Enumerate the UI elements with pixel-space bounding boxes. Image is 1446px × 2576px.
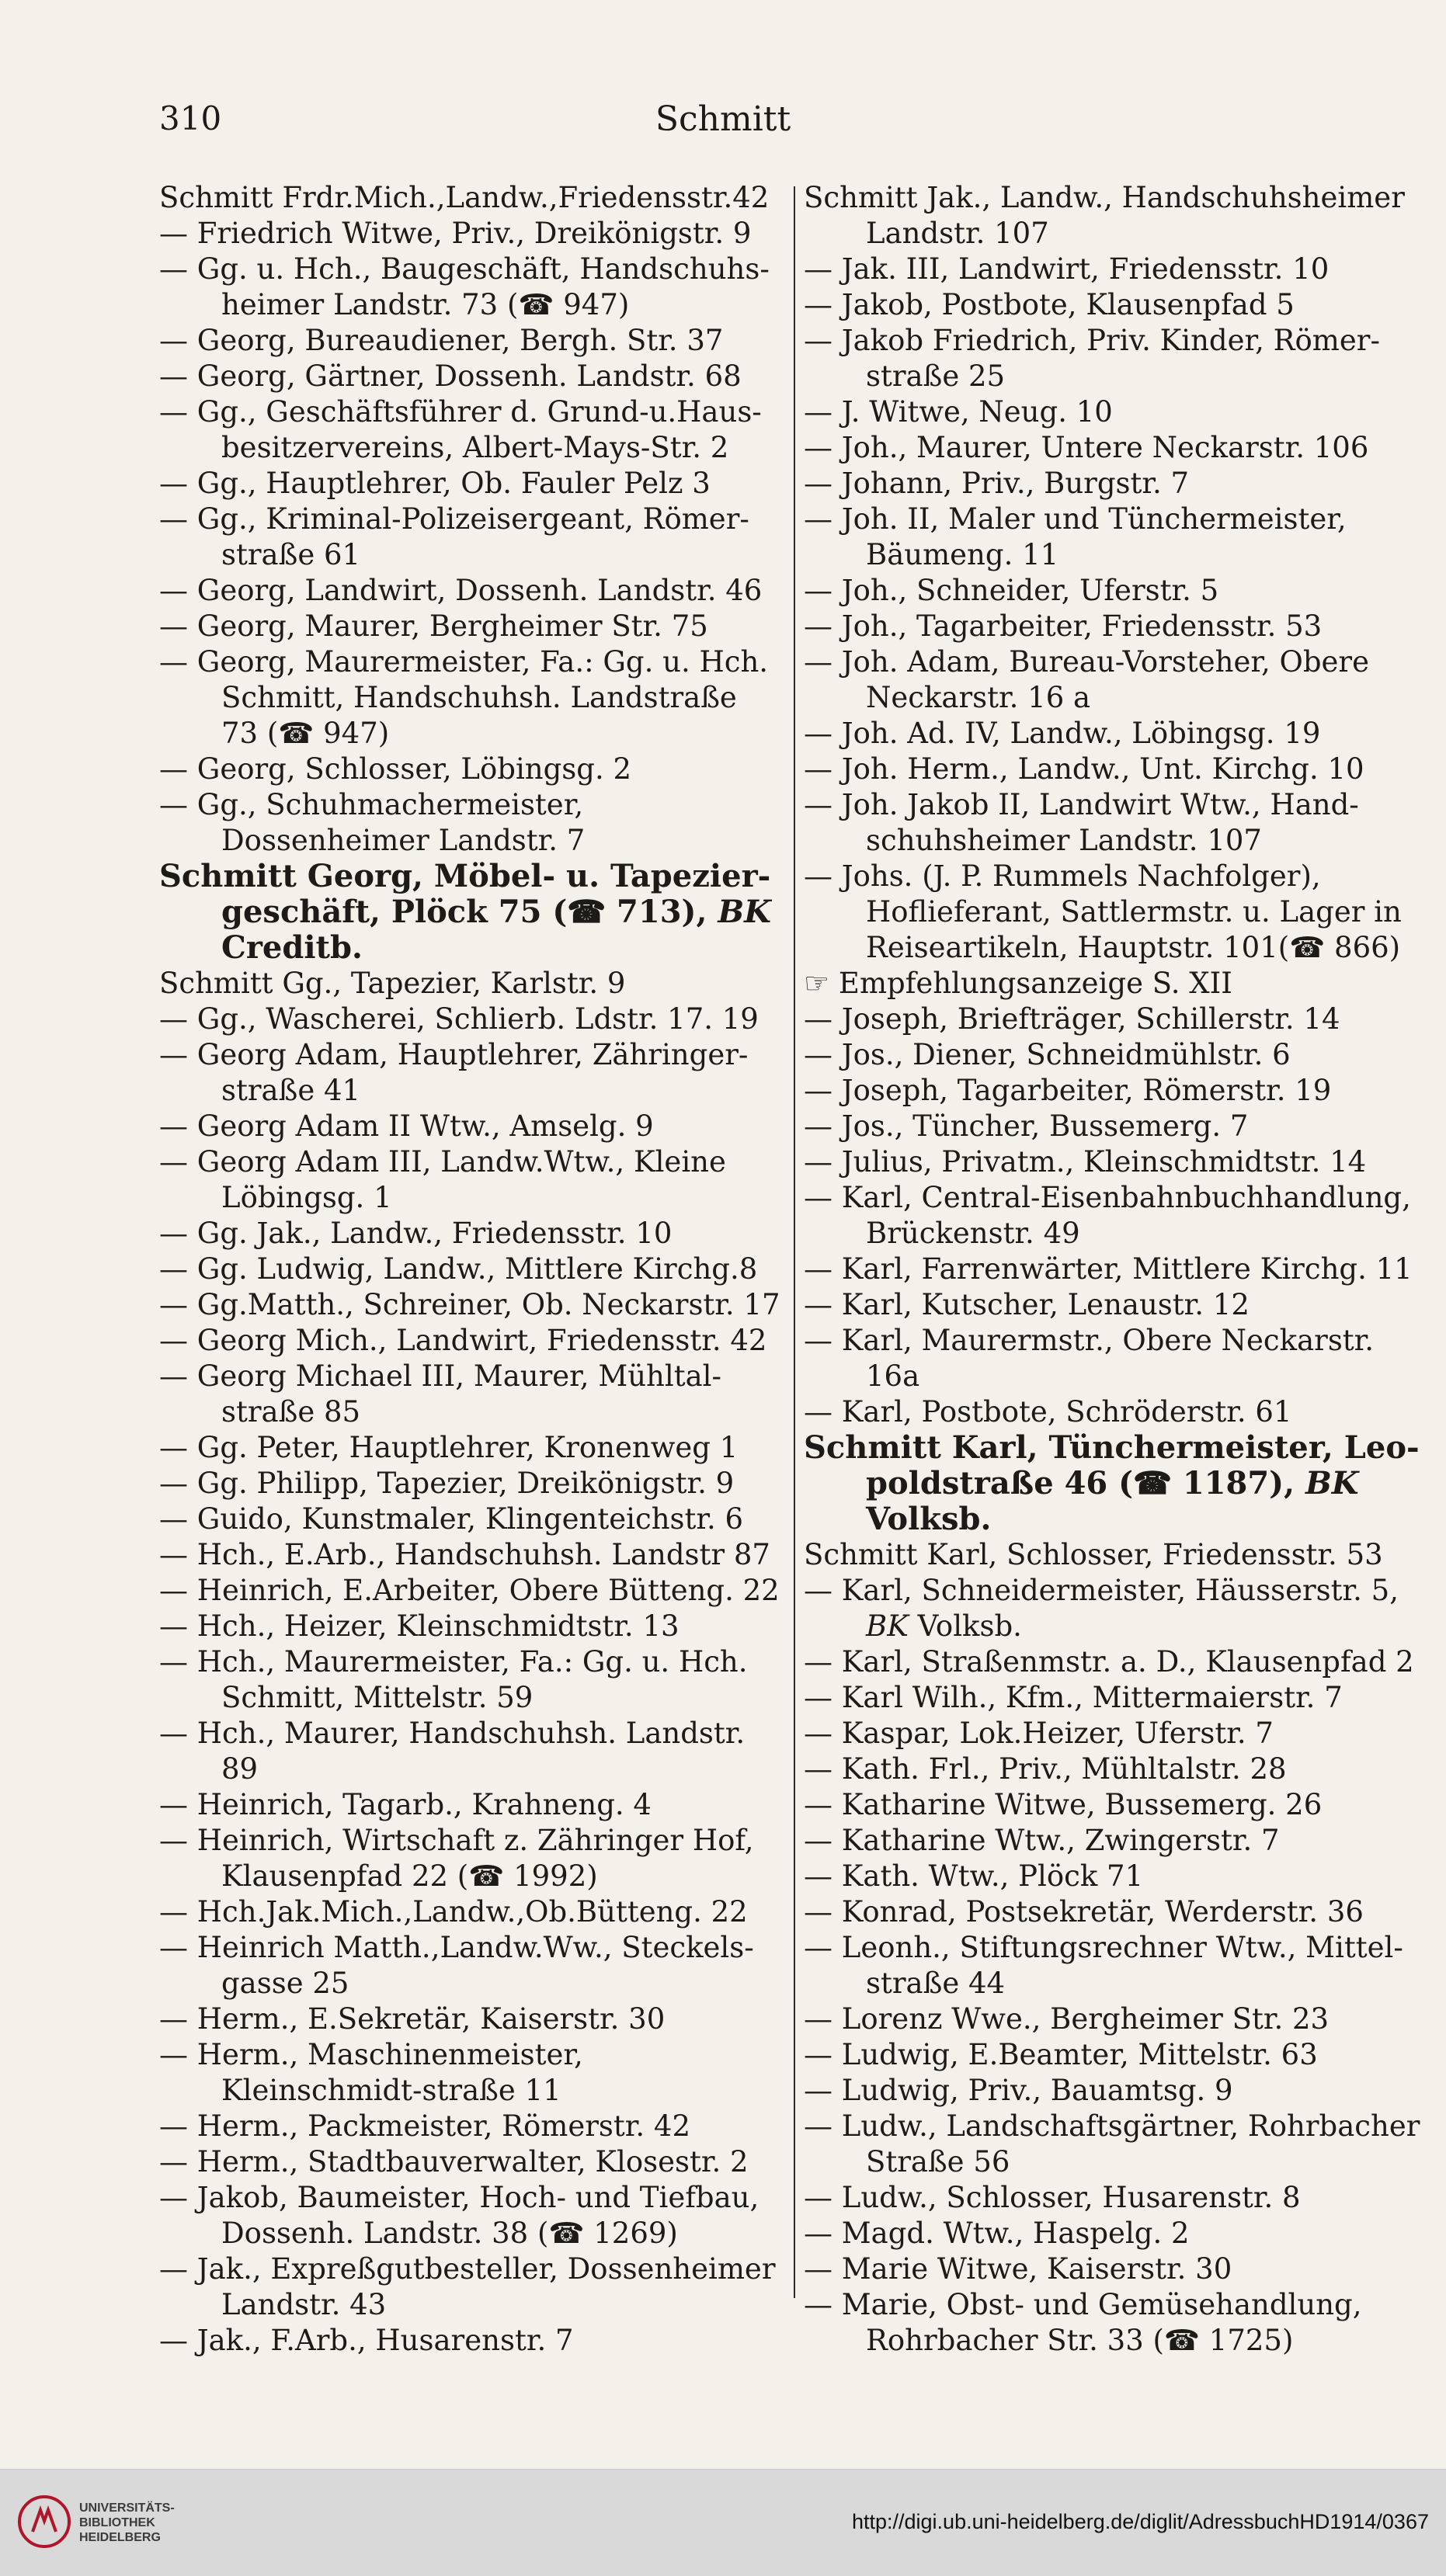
entry-text: — Jak. III, Landwirt, Friedensstr. 10 [804, 252, 1330, 286]
entry-text: — Herm., Packmeister, Römerstr. 42 [159, 2109, 691, 2143]
directory-entry [804, 2109, 1421, 2180]
entry-text: — Joh., Tagarbeiter, Friedensstr. 53 [804, 609, 1323, 643]
directory-entry [804, 1073, 1421, 1109]
entry-text: — Heinrich, E.Arbeiter, Obere Bütteng. 22 [159, 1574, 780, 1607]
directory-entry [804, 2216, 1421, 2251]
entry-text: — Gg., Wascherei, Schlierb. Ldstr. 17. 19 [159, 1002, 759, 1036]
entry-text: Schmitt Karl, Tünchermeister, Leo-poldstraße 46 (☎ 1187), [804, 1429, 1420, 1502]
entry-text: — Jos., Diener, Schneidmühlstr. 6 [804, 1038, 1291, 1071]
entry-text: — Kath. Wtw., Plöck 71 [804, 1859, 1144, 1893]
bank-abbreviation: BK [866, 1609, 909, 1643]
directory-entry [804, 1859, 1421, 1894]
entry-text: — Georg Michael III, Maurer, Mühltal-straße 85 [159, 1359, 721, 1429]
directory-entry [804, 430, 1421, 466]
entry-text: — Gg., Geschäftsführer d. Grund-u.Haus-besitzervereins, Albert-Mays-Str. 2 [159, 395, 762, 464]
entry-text: — Jakob Friedrich, Priv. Kinder, Römer-straße 25 [804, 324, 1380, 393]
directory-entry [804, 1787, 1421, 1823]
right-column [804, 180, 1421, 2359]
directory-entry [159, 2144, 780, 2180]
directory-entry [804, 787, 1421, 859]
directory-entry [804, 609, 1421, 644]
directory-entry [159, 1787, 780, 1823]
entry-text: — Marie Witwe, Kaiserstr. 30 [804, 2252, 1232, 2286]
directory-entry [159, 2037, 780, 2109]
entry-text: — Karl, Farrenwärter, Mittlere Kirchg. 11 [804, 1252, 1413, 1286]
directory-entry [804, 966, 1421, 1002]
entry-text: — Georg, Gärtner, Dossenh. Landstr. 68 [159, 359, 742, 393]
directory-entry [804, 859, 1421, 966]
directory-entry [159, 609, 780, 644]
page-number: 310 [159, 99, 222, 137]
entry-text: — Hch., Maurer, Handschuhsh. Landstr. 89 [159, 1717, 746, 1786]
entry-text: — Konrad, Postsekretär, Werderstr. 36 [804, 1895, 1364, 1929]
entry-text: — Jakob, Postbote, Klausenpfad 5 [804, 288, 1295, 321]
entry-text: — Ludwig, Priv., Bauamtsg. 9 [804, 2074, 1233, 2107]
entry-text: — Jakob, Baumeister, Hoch- und Tiefbau, Dossenh. Landstr. 38 (☎ 1269) [159, 2181, 759, 2250]
directory-entry [804, 1144, 1421, 1180]
entry-text: — Gg. u. Hch., Baugeschäft, Handschuhs-heimer Landstr. 73 (☎ 947) [159, 252, 770, 321]
entry-text: — Joh. Herm., Landw., Unt. Kirchg. 10 [804, 752, 1364, 786]
entry-text: — Georg, Maurermeister, Fa.: Gg. u. Hch. Schmitt, Handschuhsh. Landstraße 73 (☎ 947) [159, 645, 769, 750]
directory-entry [804, 1644, 1421, 1680]
entry-text: — Gg.Matth., Schreiner, Ob. Neckarstr. 17 [159, 1288, 780, 1321]
directory-entry [159, 502, 780, 573]
directory-entry [159, 1144, 780, 1216]
directory-entry [804, 1394, 1421, 1430]
directory-entry [159, 1930, 780, 2001]
directory-entry [159, 180, 780, 216]
directory-entry [159, 1216, 780, 1252]
directory-entry [804, 2287, 1421, 2359]
directory-entry [804, 1180, 1421, 1252]
entry-text: — Heinrich, Wirtschaft z. Zähringer Hof, Klausenpfad 22 (☎ 1992) [159, 1824, 754, 1893]
entry-text: — Ludw., Schlosser, Husarenstr. 8 [804, 2181, 1301, 2214]
directory-entry [159, 787, 780, 859]
entry-text: — Karl, Maurermstr., Obere Neckarstr. 16a [804, 1324, 1375, 1393]
entry-text: — Jak., F.Arb., Husarenstr. 7 [159, 2324, 574, 2357]
entry-text: — Hch.Jak.Mich.,Landw.,Ob.Bütteng. 22 [159, 1895, 748, 1929]
entry-text: — Kaspar, Lok.Heizer, Uferstr. 7 [804, 1717, 1274, 1750]
directory-entry [159, 2001, 780, 2037]
directory-entry [159, 1537, 780, 1573]
entry-text: — Johann, Priv., Burgstr. 7 [804, 467, 1190, 500]
directory-entry [804, 180, 1421, 252]
directory-entry [159, 1359, 780, 1430]
directory-entry [804, 1037, 1421, 1073]
entry-text: — Gg., Schuhmachermeister, Dossenheimer Landstr. 7 [159, 788, 586, 857]
directory-entry [804, 1823, 1421, 1859]
entry-text: — Ludw., Landschaftsgärtner, Rohrbacher Straße 56 [804, 2109, 1420, 2178]
directory-entry [804, 1573, 1421, 1644]
directory-entry [159, 2251, 780, 2323]
entry-text: — Gg. Philipp, Tapezier, Dreikönigstr. 9 [159, 1467, 735, 1500]
entry-text: — Katharine Wtw., Zwingerstr. 7 [804, 1824, 1280, 1857]
entry-text: — Gg. Ludwig, Landw., Mittlere Kirchg.8 [159, 1252, 758, 1286]
entry-text: — Heinrich Matth.,Landw.Ww., Steckels-gasse 25 [159, 1931, 754, 2000]
entry-text: — Karl, Postbote, Schröderstr. 61 [804, 1395, 1292, 1429]
directory-entry [804, 1751, 1421, 1787]
directory-entry [159, 1573, 780, 1609]
entry-text: — Georg Mich., Landwirt, Friedensstr. 42 [159, 1324, 767, 1357]
entry-text: — Joh. II, Maler und Tünchermeister, Bäumeng. 11 [804, 502, 1347, 571]
entry-text: — Karl Wilh., Kfm., Mittermaierstr. 7 [804, 1681, 1343, 1714]
directory-entry [159, 1252, 780, 1287]
entry-text: — Lorenz Wwe., Bergheimer Str. 23 [804, 2002, 1330, 2036]
directory-entry [804, 752, 1421, 787]
directory-entry [159, 1323, 780, 1359]
entry-text: ☞ Empfehlungsanzeige S. XII [804, 967, 1232, 1000]
directory-entry [159, 2323, 780, 2359]
directory-entry [804, 573, 1421, 609]
directory-entry [159, 859, 780, 966]
directory-entry [804, 1537, 1421, 1573]
bank-abbreviation: BK [1305, 1465, 1359, 1502]
library-name: UNIVERSITÄTS- BIBLIOTHEK HEIDELBERG [79, 2501, 175, 2544]
entry-text: — Karl, Straßenmstr. a. D., Klausenpfad 2 [804, 1645, 1414, 1679]
entry-text: — Katharine Witwe, Bussemerg. 26 [804, 1788, 1323, 1821]
entry-text: — Heinrich, Tagarb., Krahneng. 4 [159, 1788, 652, 1821]
directory-entry [159, 2180, 780, 2251]
directory-entry [159, 1894, 780, 1930]
bank-name: Volksb. [908, 1609, 1022, 1643]
entry-text: — Friedrich Witwe, Priv., Dreikönigstr. 9 [159, 217, 752, 250]
entry-text: — Karl, Central-Eisenbahnbuchhandlung, Brückenstr. 49 [804, 1181, 1411, 1250]
entry-text: — Jak., Expreßgutbesteller, Dossenheimer Landstr. 43 [159, 2252, 776, 2321]
directory-entry [804, 1894, 1421, 1930]
entry-text: Schmitt Karl, Schlosser, Friedensstr. 53 [804, 1538, 1383, 1571]
directory-entry [159, 252, 780, 323]
left-column [159, 180, 780, 2359]
entry-text: — Ludwig, E.Beamter, Mittelstr. 63 [804, 2038, 1318, 2071]
entry-text: — Kath. Frl., Priv., Mühltalstr. 28 [804, 1752, 1287, 1786]
directory-entry [159, 1430, 780, 1466]
entry-text: — Karl, Schneidermeister, Häusserstr. 5, [804, 1574, 1399, 1607]
directory-entry [804, 252, 1421, 287]
entry-text: Schmitt Frdr.Mich.,Landw.,Friedensstr.42 [159, 181, 770, 214]
directory-entry [159, 573, 780, 609]
bank-abbreviation: BK [718, 894, 771, 930]
page-title: Schmitt [655, 99, 791, 139]
entry-text: — Guido, Kunstmaler, Klingenteichstr. 6 [159, 1502, 744, 1536]
entry-text: — Karl, Kutscher, Lenaustr. 12 [804, 1288, 1250, 1321]
directory-entry [159, 1466, 780, 1502]
entry-text: — Gg., Hauptlehrer, Ob. Fauler Pelz 3 [159, 467, 711, 500]
entry-text: — Joh. Ad. IV, Landw., Löbingsg. 19 [804, 717, 1321, 750]
directory-entry [159, 644, 780, 752]
directory-entry [159, 1823, 780, 1894]
entry-text: — Gg. Peter, Hauptlehrer, Kronenweg 1 [159, 1431, 739, 1464]
entry-text: — Georg, Landwirt, Dossenh. Landstr. 46 [159, 574, 763, 607]
entry-text: — Joh., Schneider, Uferstr. 5 [804, 574, 1219, 607]
directory-entry [159, 1502, 780, 1537]
entry-text: — Hch., Heizer, Kleinschmidtstr. 13 [159, 1609, 680, 1643]
directory-entry [159, 1287, 780, 1323]
directory-entry [804, 716, 1421, 752]
directory-entry [804, 2180, 1421, 2216]
directory-entry [804, 1930, 1421, 2001]
entry-text: — Gg., Kriminal-Polizeisergeant, Römer-straße 61 [159, 502, 749, 571]
entry-text: — Herm., Maschinenmeister, Kleinschmidt-straße 11 [159, 2038, 583, 2107]
entry-text: — Gg. Jak., Landw., Friedensstr. 10 [159, 1217, 673, 1250]
directory-entry [159, 966, 780, 1002]
source-url-link[interactable]: http://digi.ub.uni-heidelberg.de/diglit/AdressbuchHD1914/0367 [851, 2510, 1429, 2533]
entry-text: — Georg Adam III, Landw.Wtw., Kleine Löbingsg. 1 [159, 1145, 726, 1214]
directory-entry [804, 1252, 1421, 1287]
entry-text: — Marie, Obst- und Gemüsehandlung, Rohrbacher Str. 33 (☎ 1725) [804, 2288, 1362, 2357]
directory-entry [804, 1109, 1421, 1144]
entry-text: — Georg Adam II Wtw., Amselg. 9 [159, 1109, 654, 1143]
directory-entry [159, 323, 780, 359]
directory-entry [804, 1430, 1421, 1537]
directory-entry [159, 2109, 780, 2144]
directory-entry [804, 2073, 1421, 2109]
column-divider [794, 186, 795, 2298]
directory-entry [159, 1109, 780, 1144]
bank-name: Creditb. [221, 929, 363, 966]
directory-entry [804, 1287, 1421, 1323]
directory-entry [804, 1002, 1421, 1037]
entry-text: — Hch., Maurermeister, Fa.: Gg. u. Hch. Schmitt, Mittelstr. 59 [159, 1645, 748, 1714]
directory-entry [159, 752, 780, 787]
directory-entry [804, 2251, 1421, 2287]
university-seal-icon [17, 2494, 71, 2549]
entry-text: — Johs. (J. P. Rummels Nachfolger), Hoflieferant, Sattlermstr. u. Lager in Reiseartikeln, Hauptstr. 101(☎ 866) [804, 859, 1402, 964]
directory-entry [804, 1680, 1421, 1716]
entry-text: — Georg Adam, Hauptlehrer, Zähringer-straße 41 [159, 1038, 749, 1107]
entry-text: Schmitt Jak., Landw., Handschuhsheimer Landstr. 107 [804, 181, 1405, 250]
directory-entry [159, 1002, 780, 1037]
entry-text: — Jos., Tüncher, Bussemerg. 7 [804, 1109, 1249, 1143]
directory-entry [804, 287, 1421, 323]
entry-text: — Magd. Wtw., Haspelg. 2 [804, 2217, 1190, 2250]
entry-text: Schmitt Gg., Tapezier, Karlstr. 9 [159, 967, 626, 1000]
directory-entry [804, 2037, 1421, 2073]
directory-entry [804, 323, 1421, 394]
entry-text: — Georg, Maurer, Bergheimer Str. 75 [159, 609, 708, 643]
directory-entry [804, 466, 1421, 502]
directory-entry [804, 644, 1421, 716]
entry-text: — Georg, Bureaudiener, Bergh. Str. 37 [159, 324, 724, 357]
entry-text: — Joseph, Briefträger, Schillerstr. 14 [804, 1002, 1340, 1036]
directory-entry [159, 1609, 780, 1644]
entry-text: — Herm., Stadtbauverwalter, Klosestr. 2 [159, 2145, 749, 2178]
directory-entry [159, 1037, 780, 1109]
bank-name: Volksb. [866, 1501, 992, 1537]
directory-entry [159, 1644, 780, 1716]
entry-text: — Joh. Adam, Bureau-Vorsteher, Obere Neckarstr. 16 a [804, 645, 1370, 714]
entry-text: — Herm., E.Sekretär, Kaiserstr. 30 [159, 2002, 666, 2036]
entry-text: — Joseph, Tagarbeiter, Römerstr. 19 [804, 1074, 1332, 1107]
directory-entry [159, 394, 780, 466]
directory-entry [804, 1716, 1421, 1751]
entry-text: — Hch., E.Arb., Handschuhsh. Landstr 87 [159, 1538, 770, 1571]
entry-text: — Julius, Privatm., Kleinschmidtstr. 14 [804, 1145, 1367, 1179]
directory-entry [159, 216, 780, 252]
directory-entry [159, 1716, 780, 1787]
directory-entry [159, 359, 780, 394]
directory-entry [804, 502, 1421, 573]
entry-text: — Leonh., Stiftungsrechner Wtw., Mittel-straße 44 [804, 1931, 1403, 2000]
entry-text: — Joh., Maurer, Untere Neckarstr. 106 [804, 431, 1369, 464]
directory-entry [804, 394, 1421, 430]
entry-text: — Georg, Schlosser, Löbingsg. 2 [159, 752, 632, 786]
directory-entry [804, 2001, 1421, 2037]
entry-text: — J. Witwe, Neug. 10 [804, 395, 1113, 429]
footer-bar [0, 2469, 1446, 2576]
directory-entry [159, 466, 780, 502]
entry-text: Schmitt Georg, Möbel- u. Tapezier-geschäft, Plöck 75 (☎ 713), [159, 858, 771, 930]
entry-text: — Joh. Jakob II, Landwirt Wtw., Hand-schuhsheimer Landstr. 107 [804, 788, 1359, 857]
directory-entry [804, 1323, 1421, 1394]
